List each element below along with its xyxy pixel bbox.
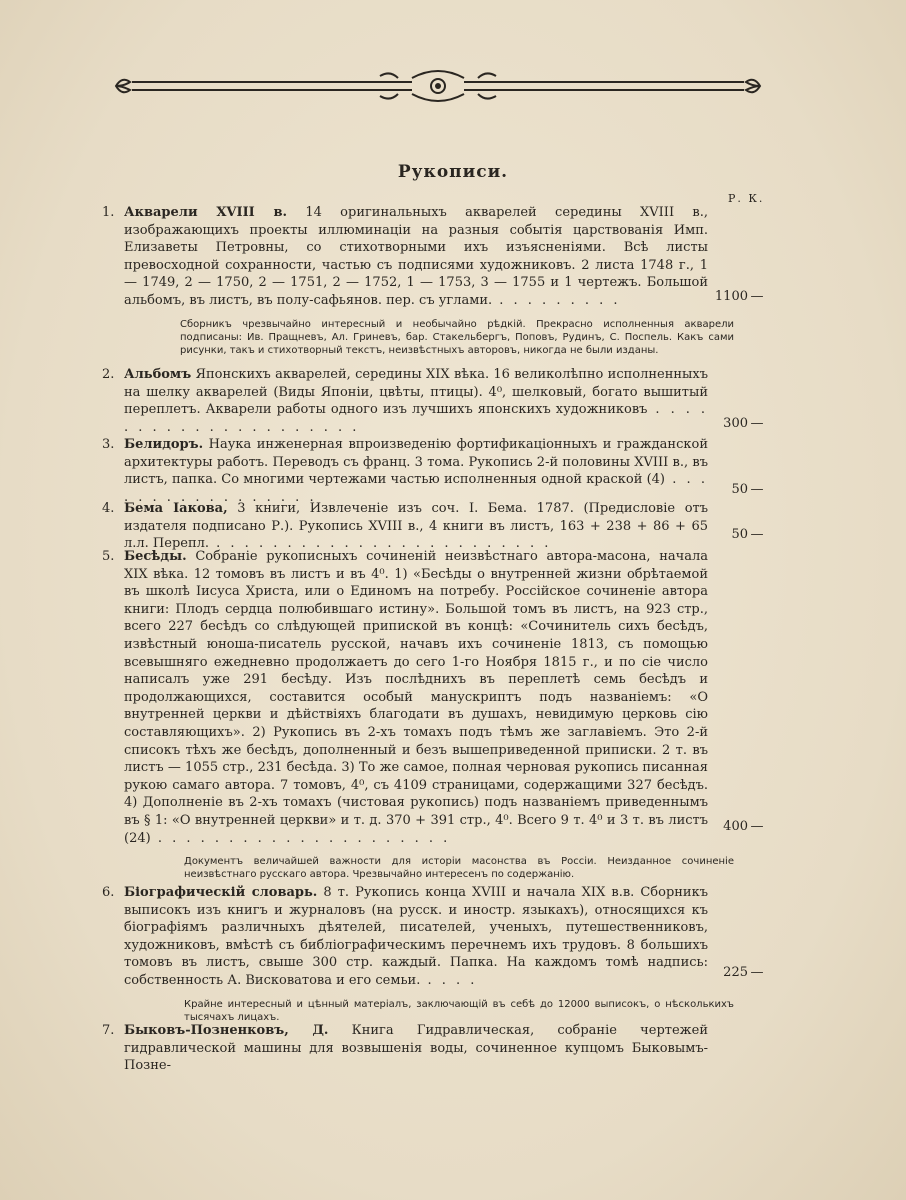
leader-dots: . . . . . . . . . . . . . . . . . . . . . . . . [209, 536, 552, 552]
item-price: 50 — [731, 482, 764, 497]
item-number: 3. [102, 437, 115, 452]
item-number: 5. [102, 549, 115, 564]
leader-dots: . . . . . . . . . . . . . . . . . [124, 472, 708, 505]
item-text: Наука инженерная впроизведенію фортификаціонныхъ и гражданской архитектуры работъ. Переводъ съ франц. 3 тома. Рукопись 2-й половины XVIII в., въ листъ, папка. Со многими чертежами частью исполненныя одной краской (4) [124, 437, 708, 488]
item-price: 300 — [723, 416, 764, 431]
list-item [102, 500, 708, 553]
list-item [102, 366, 708, 436]
item-number: 1. [102, 205, 115, 220]
item-name: Акварели XVIII в. [124, 205, 287, 220]
page-title: Рукописи. [397, 162, 509, 182]
currency-header: Р. К. [728, 192, 765, 205]
item-price: 1100 — [714, 289, 764, 304]
item-number: 4. [102, 501, 115, 516]
item-name: Бесѣды. [124, 549, 187, 564]
item-name: Белидоръ. [124, 437, 204, 452]
header-ornament-icon [112, 68, 764, 104]
item-name: Біографическій словарь. [124, 885, 318, 900]
item-number: 7. [102, 1023, 115, 1038]
leader-dots: . . . . . . . . . [492, 292, 621, 308]
item-text: Книга Гидравлическая, собраніе чертежей гидравлической машины для возвышенія воды, сочиненное купцомъ Быковымъ-Позне- [124, 1023, 708, 1074]
item-name: Быковъ-Позненковъ, Д. [124, 1023, 329, 1038]
item-name: Альбомъ [124, 367, 192, 382]
item-name: Бема Іакова, [124, 501, 228, 516]
item-text: 3 книги, Извлеченіе изъ соч. І. Бема. 1787. (Предисловіе отъ издателя подписано Р.). Рукопись XVIII в., 4 книги въ листъ, 163 + 238 + 86 + 65 л.л. Перепл. [124, 501, 708, 552]
list-item [102, 204, 734, 357]
item-text: Собраніе рукописныхъ сочиненій неизвѣстнаго автора-масона, начала XIX вѣка. 12 томовъ въ листъ и въ 4⁰. 1) «Бесѣды о внутренней жизни обрѣтаемой въ школѣ Іисуса Христа, или о Единомъ на потребу. Россійское сочиненіе автора книги: Плодъ сердца полюбившагo истину». Большой томъ въ листъ, на 923 стр., всего 227 бесѣдъ со слѣдующей припиской въ концѣ: «Сочинитель сихъ бесѣдъ, извѣстный юноша-писатель русской, начавъ ихъ сочиненіе 1813, съ помощью всевышняго ежедневно продолжаетъ до сего 1-го Ноября 1815 г., и по сіе число написалъ уже 291 бесѣду. Изъ послѣднихъ въ переплетѣ семь бесѣдъ и продолжающихся, составится особый манускриптъ подъ названіемъ: «О внутренней церкви и дѣйствіяхъ благодати въ душахъ, невидимую церковь сію составляющихъ». 2) Рукопись въ 2-хъ томахъ подъ тѣмъ же заглавіемъ. Это 2-й списокъ тѣхъ же бесѣдъ, дополненный и безъ вышеприведенной приписки. 2 т. въ листъ — 1055 стр., 231 бесѣда. 3) То же самое, полная черновая рукопись писанная рукою самаго автора. 7 томовъ, 4⁰, съ 4109 страницами, содержащими 327 бесѣдъ. 4) Дополненіе въ 2-хъ томахъ (чистовая рукопись) подъ названіемъ приведеннымъ въ § 1: «О внутренней церкви» и т. д. 370 + 391 стр., 4⁰. Всего 9 т. 4⁰ и 3 т. въ листъ (24) [124, 549, 708, 846]
item-text: 8 т. Рукопись конца XVIII и начала XIX в.в. Сборникъ выписокъ изъ книгъ и журналовъ (на русск. и иностр. языкахъ), относящихся къ біографіямъ различныхъ дѣятелей, писателей, ученыхъ, путешественниковъ, художниковъ, вмѣстѣ съ библіографическимъ перечнемъ ихъ трудовъ. 8 большихъ томовъ въ листъ, свыше 300 стр. каждый. Папка. На каждомъ томѣ надпись: собственность А. Висковатова и его семьи. [124, 885, 708, 988]
list-item [102, 1022, 708, 1075]
item-note: Крайне интересный и цѣнный матеріалъ, заключающій въ себѣ до 12000 выписокъ, о нѣсколькихъ тысячахъ лицахъ. [184, 998, 734, 1023]
list-item [102, 436, 708, 506]
item-note: Сборникъ чрезвычайно интересный и необычайно рѣдкій. Прекрасно исполненныя акварели подписаны: Ив. Пращневъ, Ал. Гриневъ, бар. Стакельбергъ, Поповъ, Рудинъ, С. Поспель. Какъ сами рисунки, такъ и стихотворный текстъ, неизвѣстныхъ авторовъ, никогда не были изданы. [180, 318, 734, 356]
item-number: 2. [102, 367, 115, 382]
leader-dots: . . . . . . . . . . . . . . . . . . . . . [150, 830, 451, 846]
leader-dots: . . . . . . . . . . . . . . . . . . . . . [124, 402, 708, 435]
item-number: 6. [102, 885, 115, 900]
list-item [102, 548, 734, 882]
item-text: 14 оригинальныхъ акварелей середины XVIII в., изображающихъ проекты иллюминаціи на разныя событія царствованія Имп. Елизаветы Петровны, со стихотворными ихъ изъясненіями. Всѣ листы превосходной сохранности, частью съ подписями художниковъ. 2 листа 1748 г., 1 — 1749, 2 — 1750, 2 — 1751, 2 — 1752, 1 — 1753, 3 — 1755 и 1 чертежъ. Большой альбомъ, въ листъ, въ полу-сафьянов. пер. съ углами. [124, 205, 708, 308]
item-price: 400 — [723, 819, 764, 834]
item-price: 225 — [723, 965, 764, 980]
list-item [102, 884, 734, 1024]
item-text: Японскихъ акварелей, середины XIX вѣка. 16 великолѣпно исполненныхъ на шелку акварелей (Виды Японіи, цвѣты, птицы). 4⁰, шелковый, богато вышитый переплетъ. Акварели работы одного изъ лучшихъ японскихъ художниковъ [124, 367, 708, 418]
item-note: Документъ величайшей важности для исторіи масонства въ Россіи. Неизданное сочиненіе неизвѣстнаго русскаго автора. Чрезвычайно интересенъ по содержанію. [184, 856, 734, 881]
leader-dots: . . . . [420, 972, 478, 988]
item-price: 50 — [731, 527, 764, 542]
